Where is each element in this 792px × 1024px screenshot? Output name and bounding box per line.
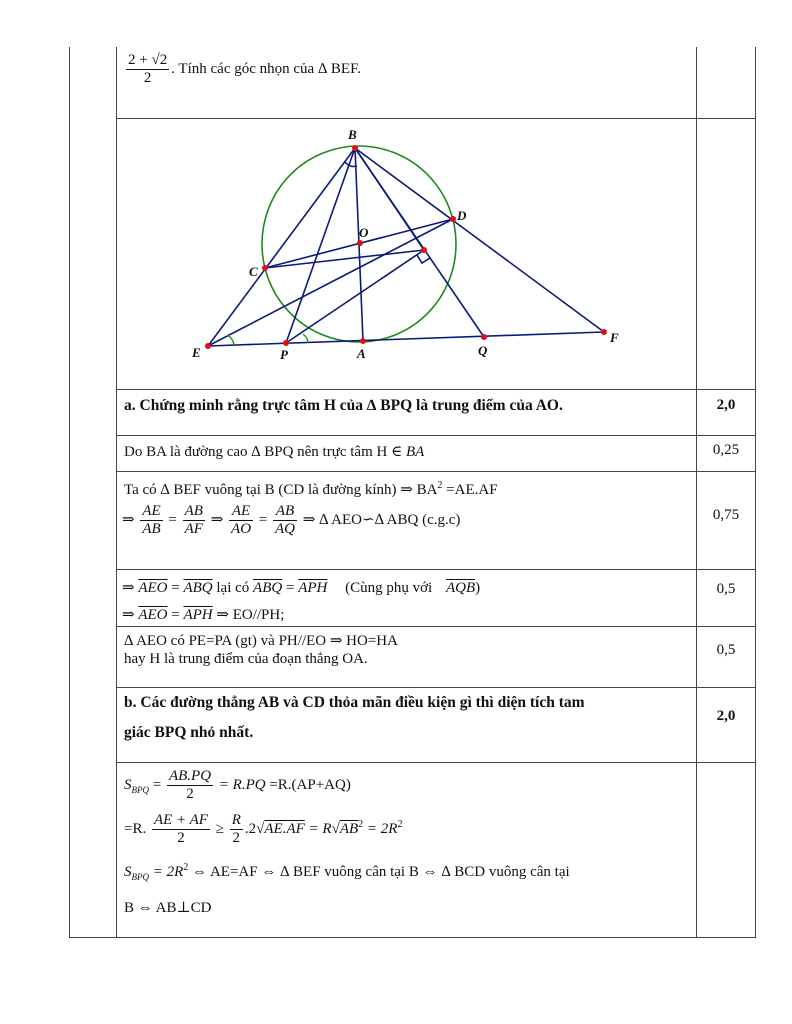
svg-text:C: C	[249, 264, 258, 279]
svg-text:B: B	[348, 127, 357, 142]
part-b-line1: $S_{BPQ}$ = $\frac{AB.PQ}{2}$ = R.PQ =R.(AP+AQ)	[124, 768, 351, 802]
svg-text:A: A	[357, 346, 366, 361]
svg-text:D: D	[457, 208, 467, 223]
part-a-row2-line1	[124, 480, 498, 499]
row-divider	[116, 435, 756, 436]
fraction-numerator: 2 + √2	[128, 52, 168, 68]
table-border-right	[755, 47, 756, 937]
intro-line	[124, 52, 361, 87]
table-border-col2	[116, 47, 117, 937]
part-b-title-line2: giác BPQ nhỏ nhất.	[124, 724, 254, 741]
part-a-title: a. Chứng minh rằng trực tâm H của ∆ BPQ là trung điểm của AO.	[124, 397, 563, 414]
row1-score: 0,25	[712, 442, 740, 458]
row-divider	[116, 687, 756, 688]
part-b-line2: =R. $\frac{AE + AF}{2}$ ≥ $\frac{R}{2}$ $.2√AE.AF = R√AB^2 = 2R^2$	[124, 812, 403, 846]
part-b-score: 2,0	[716, 708, 736, 724]
fraction-denominator: 2	[143, 70, 152, 86]
row1-italic: BA	[405, 444, 425, 460]
row-divider	[116, 118, 756, 119]
part-a-row3-line2: ⇒ $\overline{AEO} = \overline{APH}$ ⇒ EO//PH;	[122, 607, 285, 623]
row-divider	[116, 626, 756, 627]
row2-text-end: =AE.AF	[442, 482, 498, 498]
intro-fraction	[126, 52, 169, 87]
svg-text:Q: Q	[478, 343, 488, 358]
table-border-bottom	[69, 937, 756, 938]
figure-points	[205, 145, 607, 349]
row-divider	[116, 569, 756, 570]
svg-text:P: P	[280, 347, 288, 362]
row-divider	[116, 389, 756, 390]
row2-score: 0,75	[712, 507, 740, 523]
part-b-line4: B ⇔ AB⊥CD	[124, 900, 212, 916]
part-a-row3-line1: ⇒ $\overline{AEO} = \overline{ABQ}$ lại có $\overline{ABQ} = \overline{APH}$ (Cùng phụ với $\overline{AQB}$)	[122, 580, 481, 596]
part-a-row1	[124, 442, 424, 461]
row-divider	[116, 471, 756, 472]
part-a-score: 2,0	[716, 397, 736, 413]
table-border-col3	[696, 47, 697, 937]
part-a-row2-line2: ⇒ $\frac{AE}{AB}$ = $\frac{AB}{AF}$ ⇒ $\frac{AE}{AO}$ = $\frac{AB}{AQ}$ ⇒ ∆ AEO∽∆ ABQ (c.g.c)	[122, 503, 461, 537]
row4-score: 0,5	[716, 642, 736, 658]
svg-text:O: O	[359, 225, 369, 240]
part-a-row4-line1: ∆ AEO có PE=PA (gt) và PH//EO ⇒ HO=HA	[124, 633, 398, 649]
part-b-title-line1: b. Các đường thẳng AB và CD thỏa mãn điều kiện gì thì diện tích tam	[124, 694, 585, 711]
row2-sup: 2	[437, 480, 443, 491]
triangle-symbol: ∆	[317, 60, 328, 77]
row1-text: Do BA là đường cao ∆ BPQ nên trực tâm H ∈	[124, 444, 406, 460]
part-a-row4-line2: hay H là trung điểm của đoạn thẳng OA.	[124, 651, 368, 667]
row2-text: Ta có ∆ BEF vuông tại B (CD là đường kính) ⇒ BA	[124, 482, 438, 498]
table-border-left	[69, 47, 70, 937]
triangle-name: BEF.	[330, 60, 361, 77]
intro-text: . Tính các góc nhọn của	[171, 60, 318, 77]
svg-text:E: E	[192, 345, 201, 360]
figure-lines	[208, 148, 604, 346]
row-divider	[116, 762, 756, 763]
geometry-figure	[180, 122, 640, 370]
part-b-line3: $S_{BPQ} = 2R^2$ ⇔ AE=AF ⇔ ∆ BEF vuông cân tại B ⇔ ∆ BCD vuông cân tại	[124, 862, 570, 882]
svg-text:F: F	[610, 330, 619, 345]
row2-conclusion: ∆ AEO∽∆ ABQ (c.g.c)	[315, 511, 461, 528]
row3-score: 0,5	[716, 581, 736, 597]
